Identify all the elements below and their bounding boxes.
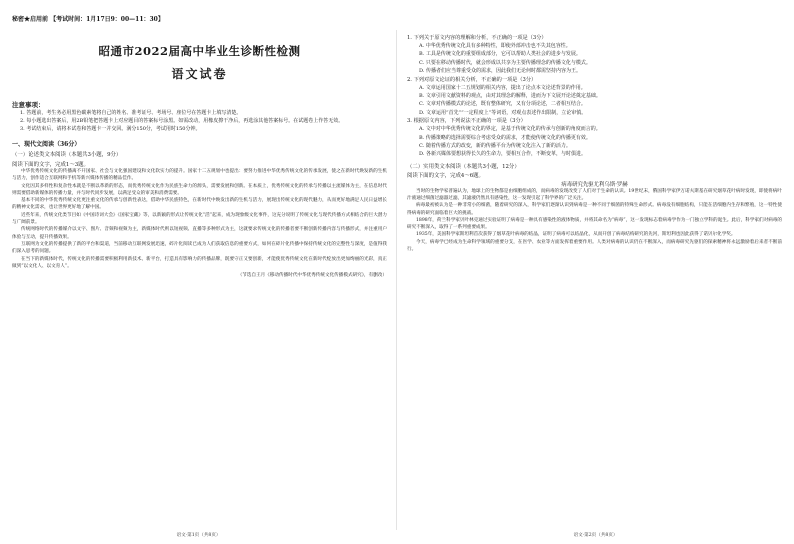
answer-option: D. 各新兴媒体要想获得长久的生命力，要相互合作，不断变革，与时俱进。 [419,151,587,158]
reading-paragraph: 当时的生物学家普遍认为，地球上的生物都是由细胞组成的，而病毒的发现改变了人们对于生命的认识。19世纪末，俄国科学家伊万诺夫斯基在研究烟草花叶病时发现，即使将病叶汁液通过细菌过滤器过滤，其滤液仍然具有感染性，这一发现引起了科学界的广泛关注。 [407,188,782,202]
question-stem: 3. 根据原文内容，下列说法不正确的一项是（3分） [407,118,526,125]
reading-paragraph: 近些年来，传统文化类节目如《中国诗词大会》《国家宝藏》等，以新颖的形式让传统文化“活”起来，成为现象级文化事件，这充分说明了传统文化与现代传播方式相结合的巨大潜力与广阔前景。 [12,212,387,226]
subsection-heading: （一）论述类文本阅读（本题共3小题，9分） [12,152,122,158]
page-footer: 语文·第1页（共8页） [176,533,221,538]
source-citation: （节选自王月《移动传播时代中华优秀传统文化传播模式研究》，有删改） [237,273,387,279]
answer-option: A. 文中对中华优秀传统文化的界定，是基于传统文化的传承与创新的角度而言的。 [419,126,601,133]
reading-paragraph: 在当下的新媒体时代，传统文化的传播需要积极利用新技术、新平台，打造具有影响力的传播品牌，既要守正又要创新，才能使优秀传统文化在新时代绽放出更加绚丽的光彩，真正做到“以文化人、以文育人”。 [12,256,387,269]
page-footer: 语文·第2页（共8页） [573,533,618,538]
reading-paragraph: 病毒最初被认为是一种非常小的细菌，随着研究的深入，科学家们逐渐认识到病毒是一种不同于细菌的特殊生命形式。病毒没有细胞结构，只能在活细胞内生存和繁殖，这一特性使得病毒的研究面临着巨大的挑战。 [407,203,782,216]
reading-paragraph: 传统网络时代的传播媒介以文字、图片、音频和视频为主，新媒体时代则以短视频、直播等多种形式为主，这就要求传统文化的传播者要不断创新传播内容与传播形式，并注重用户体验与互动，提升传播效果。 [12,227,387,240]
answer-option: D. 传播者们应当尊重受众的需求，因此我们无论何时都需坚持内容为王。 [419,68,582,75]
notice-item: 1. 答题前，考生务必用黑色碳素笔将自己的姓名、准考证号、考场号、座位号在答题卡上填写清楚。 [20,110,242,116]
reading-instruction: 阅读下面的文字，完成1～3题。 [12,162,89,168]
reading-paragraph: 基本不同的中华优秀传统文化更注重文化的传承与创新性表达，借助中华民族特色，在新时代中焕发出新的生机与活力，展现出传统文化的现代魅力，从而更好地满足人民日益增长的精神文化需求，也让世界更好地了解中国。 [12,198,387,211]
subsection-heading: （二）实用类文本阅读（本题共3小题，12分） [407,163,520,170]
exam-subtitle: 语文试卷 [171,67,228,81]
answer-option: C. 只要在移动传播时代，就会形成以共享为主要传播理念的传播文化与模式。 [419,59,591,66]
answer-option: B. 文章引用文献资料的观点，由对其理念的解释，进而为下文展开论述奠定基础。 [419,93,601,100]
reading-paragraph: 今天，病毒学已经成为生命科学领域的重要分支，在医学、农业等方面发挥着重要作用。人类对病毒的认识仍在不断深入，而病毒研究先驱们的探索精神将永远激励着后来者不断前行。 [407,239,782,252]
page-2 [397,0,794,544]
reading-paragraph: 中华优秀传统文化的传播离不开国家、社会与文化强国建设和文化软实力的提升。国家十二五规划中也提出：要努力推进中华优秀传统文化的传承发展，使之在新时代焕发新的生机与活力，创作适合互联网和手机等新兴媒体传播的精品佳作。 [12,169,387,182]
reading-paragraph: 1935年，美国科学家斯坦利首次获得了烟草花叶病毒的结晶，证明了病毒可以结晶化，从而开创了病毒结构研究的先河，斯坦利也因此获得了诺贝尔化学奖。 [416,232,736,238]
answer-option: A. 文章运用国家十二五规划的相关内容，提出了论点本文论述背景的作用。 [419,84,586,91]
question-stem: 1. 下列关于原文内容的理解和分析，不正确的一项是（3分） [407,35,547,41]
answer-option: B. 工具是传统文化的重要组成部分，它可以帮助人类社会的进步与发展。 [419,51,581,58]
exam-time-header: 秘密★启用前 【考试时间：1月17日9：00—11：30】 [12,16,164,23]
answer-option: C. 文章对传播模式的论述，既有整体研究，又有分项论述，二者相互结合。 [419,101,586,108]
notice-item: 3. 考试结束后，请将本试卷和答题卡一并交回。满分150分，考试用时150分钟。 [20,126,201,132]
exam-title: 昭通市2022届高中毕业生诊断性检测 [98,44,301,58]
answer-option: C. 随着传播方式的改变，新的传播平台为传统文化注入了新的活力。 [419,143,571,150]
reading-paragraph: 1898年，荷兰科学家贝叶林克通过实验证明了病毒是一种具有感染性的液体物质，并将其命名为“病毒”，这一发现标志着病毒学作为一门独立学科的诞生。此后，科学家们对病毒的研究不断深入，取得了一系列重要成果。 [407,217,782,231]
section-heading: 一、现代文阅读（36分） [12,141,81,148]
reading-paragraph: 互联网为文化的传播提供了新的平台和渠道，当前移动互联网发展迅速，碎片化阅读已成为人们获取信息的重要方式，如何在碎片化传播中保持传统文化的完整性与深度，是值得我们深入思考的问题。 [12,241,387,255]
notice-item: 2. 每小题选出答案后，用2B铅笔把答题卡上对应题目的答案标号涂黑。如需改动，用橡皮擦干净后，再选涂其他答案标号。在试题卷上作答无效。 [20,118,344,124]
answer-option: A. 中华优秀传统文化具有多种特性，即使外部冲击也不失其包容性。 [419,43,571,49]
answer-option: D. 文章运用“首先”“一定程度上”等词语，对观点表述作出限制，立论审慎。 [419,109,587,116]
article-title: 病毒研究先驱尤利乌斯·罗赫 [561,181,628,188]
answer-option: B. 传播策略的选择需要综合考虑受众的需求，才能使传统文化的传播更有效。 [419,134,591,141]
question-stem: 2. 下列对原文论证的相关分析，不正确的一项是（3分） [407,76,537,83]
reading-instruction: 阅读下面的文字，完成4～6题。 [407,172,484,179]
reading-paragraph: 文化因其多样性和复杂性本就是不断以革新的形态，而优秀传统文化作为民族生命力的源头，需要发展和创新。在本质上，优秀传统文化的传承与传播以主流媒体为主，在信息时代则需要借助新媒体的传播力量，并与时代同步发展，以满足受众的审美和消费需要。 [12,183,387,196]
notice-heading: 注意事项： [12,101,45,109]
